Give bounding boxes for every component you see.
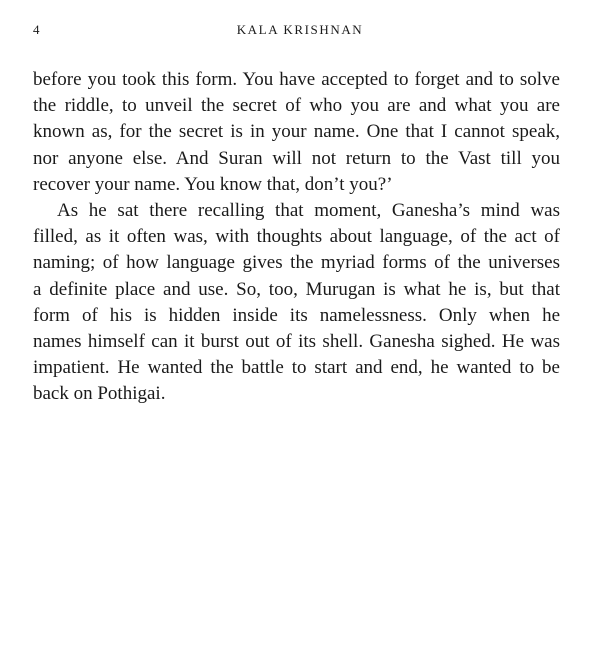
text-line: before you took this form. You have accepted to forget and to solve bbox=[33, 69, 560, 90]
running-head: KALA KRISHNAN bbox=[236, 22, 364, 37]
body-text bbox=[33, 67, 560, 408]
text-line: back on Pothigai. bbox=[33, 383, 166, 405]
text-line: recover your name. You know that, don’t you?’ bbox=[33, 173, 393, 195]
text-line: names himself can it burst out of its shell. Ganesha sighed. He was bbox=[33, 331, 560, 353]
text-line: impatient. He wanted the battle to start and end, he wanted to be bbox=[33, 357, 560, 379]
text-line: the riddle, to unveil the secret of who you are and what you are bbox=[33, 95, 560, 117]
text-line: a definite place and use. So, too, Murugan is what he is, but that bbox=[33, 278, 560, 300]
text-line: As he sat there recalling that moment, Ganesha’s mind was bbox=[57, 200, 560, 222]
text-line: filled, as it often was, with thoughts about language, of the act of bbox=[33, 226, 560, 248]
paragraph-2 bbox=[33, 198, 560, 408]
paragraph-1 bbox=[33, 67, 560, 198]
text-line: nor anyone else. And Suran will not return to the Vast till you bbox=[33, 147, 560, 169]
text-line: naming; of how language gives the myriad forms of the universes bbox=[33, 252, 560, 274]
text-line: form of his is hidden inside its namelessness. Only when he bbox=[33, 304, 560, 326]
text-line: known as, for the secret is in your name. One that I cannot speak, bbox=[33, 121, 560, 143]
page-number: 4 bbox=[33, 22, 40, 37]
